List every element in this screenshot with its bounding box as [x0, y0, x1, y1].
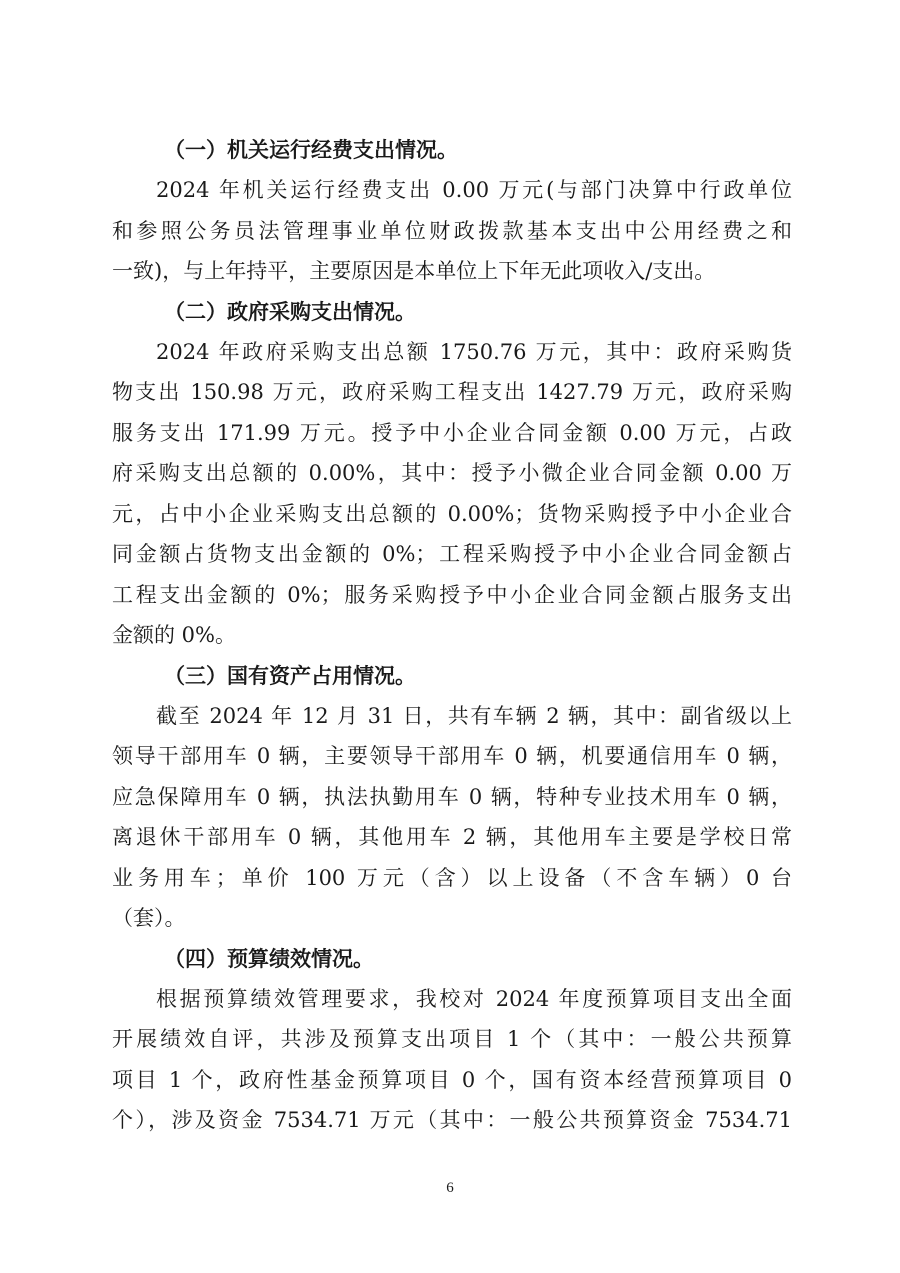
paragraph-line: 同金额占货物支出金额的 0%；工程采购授予中小企业合同金额占 [112, 542, 792, 566]
paragraph-line: 元，占中小企业采购支出总额的 0.00%；货物采购授予中小企业合 [112, 501, 792, 526]
section-4 [112, 939, 792, 1141]
paragraph-line: 离退休干部用车 0 辆，其他用车 2 辆，其他用车主要是学校日常 [112, 825, 792, 849]
paragraph-line: 根据预算绩效管理要求，我校对 2024 年度预算项目支出全面 [156, 986, 792, 1011]
section-heading: （四）预算绩效情况。 [164, 946, 374, 971]
paragraph-line: （套）。 [112, 906, 186, 930]
paragraph-line: 服务支出 171.99 万元。授予中小企业合同金额 0.00 万元，占政 [112, 420, 792, 445]
paragraph-line: 物支出 150.98 万元，政府采购工程支出 1427.79 万元，政府采购 [112, 380, 792, 404]
paragraph-line: 项目 1 个，政府性基金预算项目 0 个，国有资本经营预算项目 0 [112, 1067, 792, 1092]
section-paragraph [112, 696, 792, 939]
paragraph-line: 应急保障用车 0 辆，执法执勤用车 0 辆，特种专业技术用车 0 辆， [112, 784, 792, 809]
paragraph-line: 截至 2024 年 12 月 31 日，共有车辆 2 辆，其中：副省级以上 [156, 703, 792, 728]
paragraph-line: 工程支出金额的 0%；服务采购授予中小企业合同金额占服务支出 [112, 582, 792, 607]
paragraph-line: 府采购支出总额的 0.00%，其中：授予小微企业合同金额 0.00 万 [112, 461, 792, 485]
section-heading: （三）国有资产占用情况。 [164, 663, 416, 688]
section-paragraph [112, 170, 792, 292]
paragraph-line: 金额的 0%。 [112, 623, 236, 647]
section-heading: （一）机关运行经费支出情况。 [164, 138, 458, 162]
document-body [112, 130, 792, 1141]
section-2 [112, 292, 792, 656]
paragraph-line: 个），涉及资金 7534.71 万元（其中：一般公共预算资金 7534.71 [112, 1108, 792, 1132]
paragraph-line: 2024 年政府采购支出总额 1750.76 万元，其中：政府采购货 [156, 339, 792, 364]
section-heading: （二）政府采购支出情况。 [164, 299, 416, 324]
paragraph-line: 业务用车；单价 100 万元（含）以上设备（不含车辆）0 台 [112, 865, 792, 890]
paragraph-line: 领导干部用车 0 辆，主要领导干部用车 0 辆，机要通信用车 0 辆， [112, 744, 792, 768]
page-number: 6 [446, 1180, 454, 1196]
section-paragraph [112, 332, 792, 656]
paragraph-line: 开展绩效自评，共涉及预算支出项目 1 个（其中：一般公共预算 [112, 1027, 792, 1051]
paragraph-line: 和参照公务员法管理事业单位财政拨款基本支出中公用经费之和 [112, 218, 792, 243]
section-paragraph [112, 979, 792, 1141]
paragraph-line: 一致)，与上年持平，主要原因是本单位上下年无此项收入/支出。 [112, 259, 716, 283]
section-3 [112, 656, 792, 939]
section-1 [112, 130, 792, 292]
paragraph-line: 2024 年机关运行经费支出 0.00 万元(与部门决算中行政单位 [156, 178, 792, 202]
